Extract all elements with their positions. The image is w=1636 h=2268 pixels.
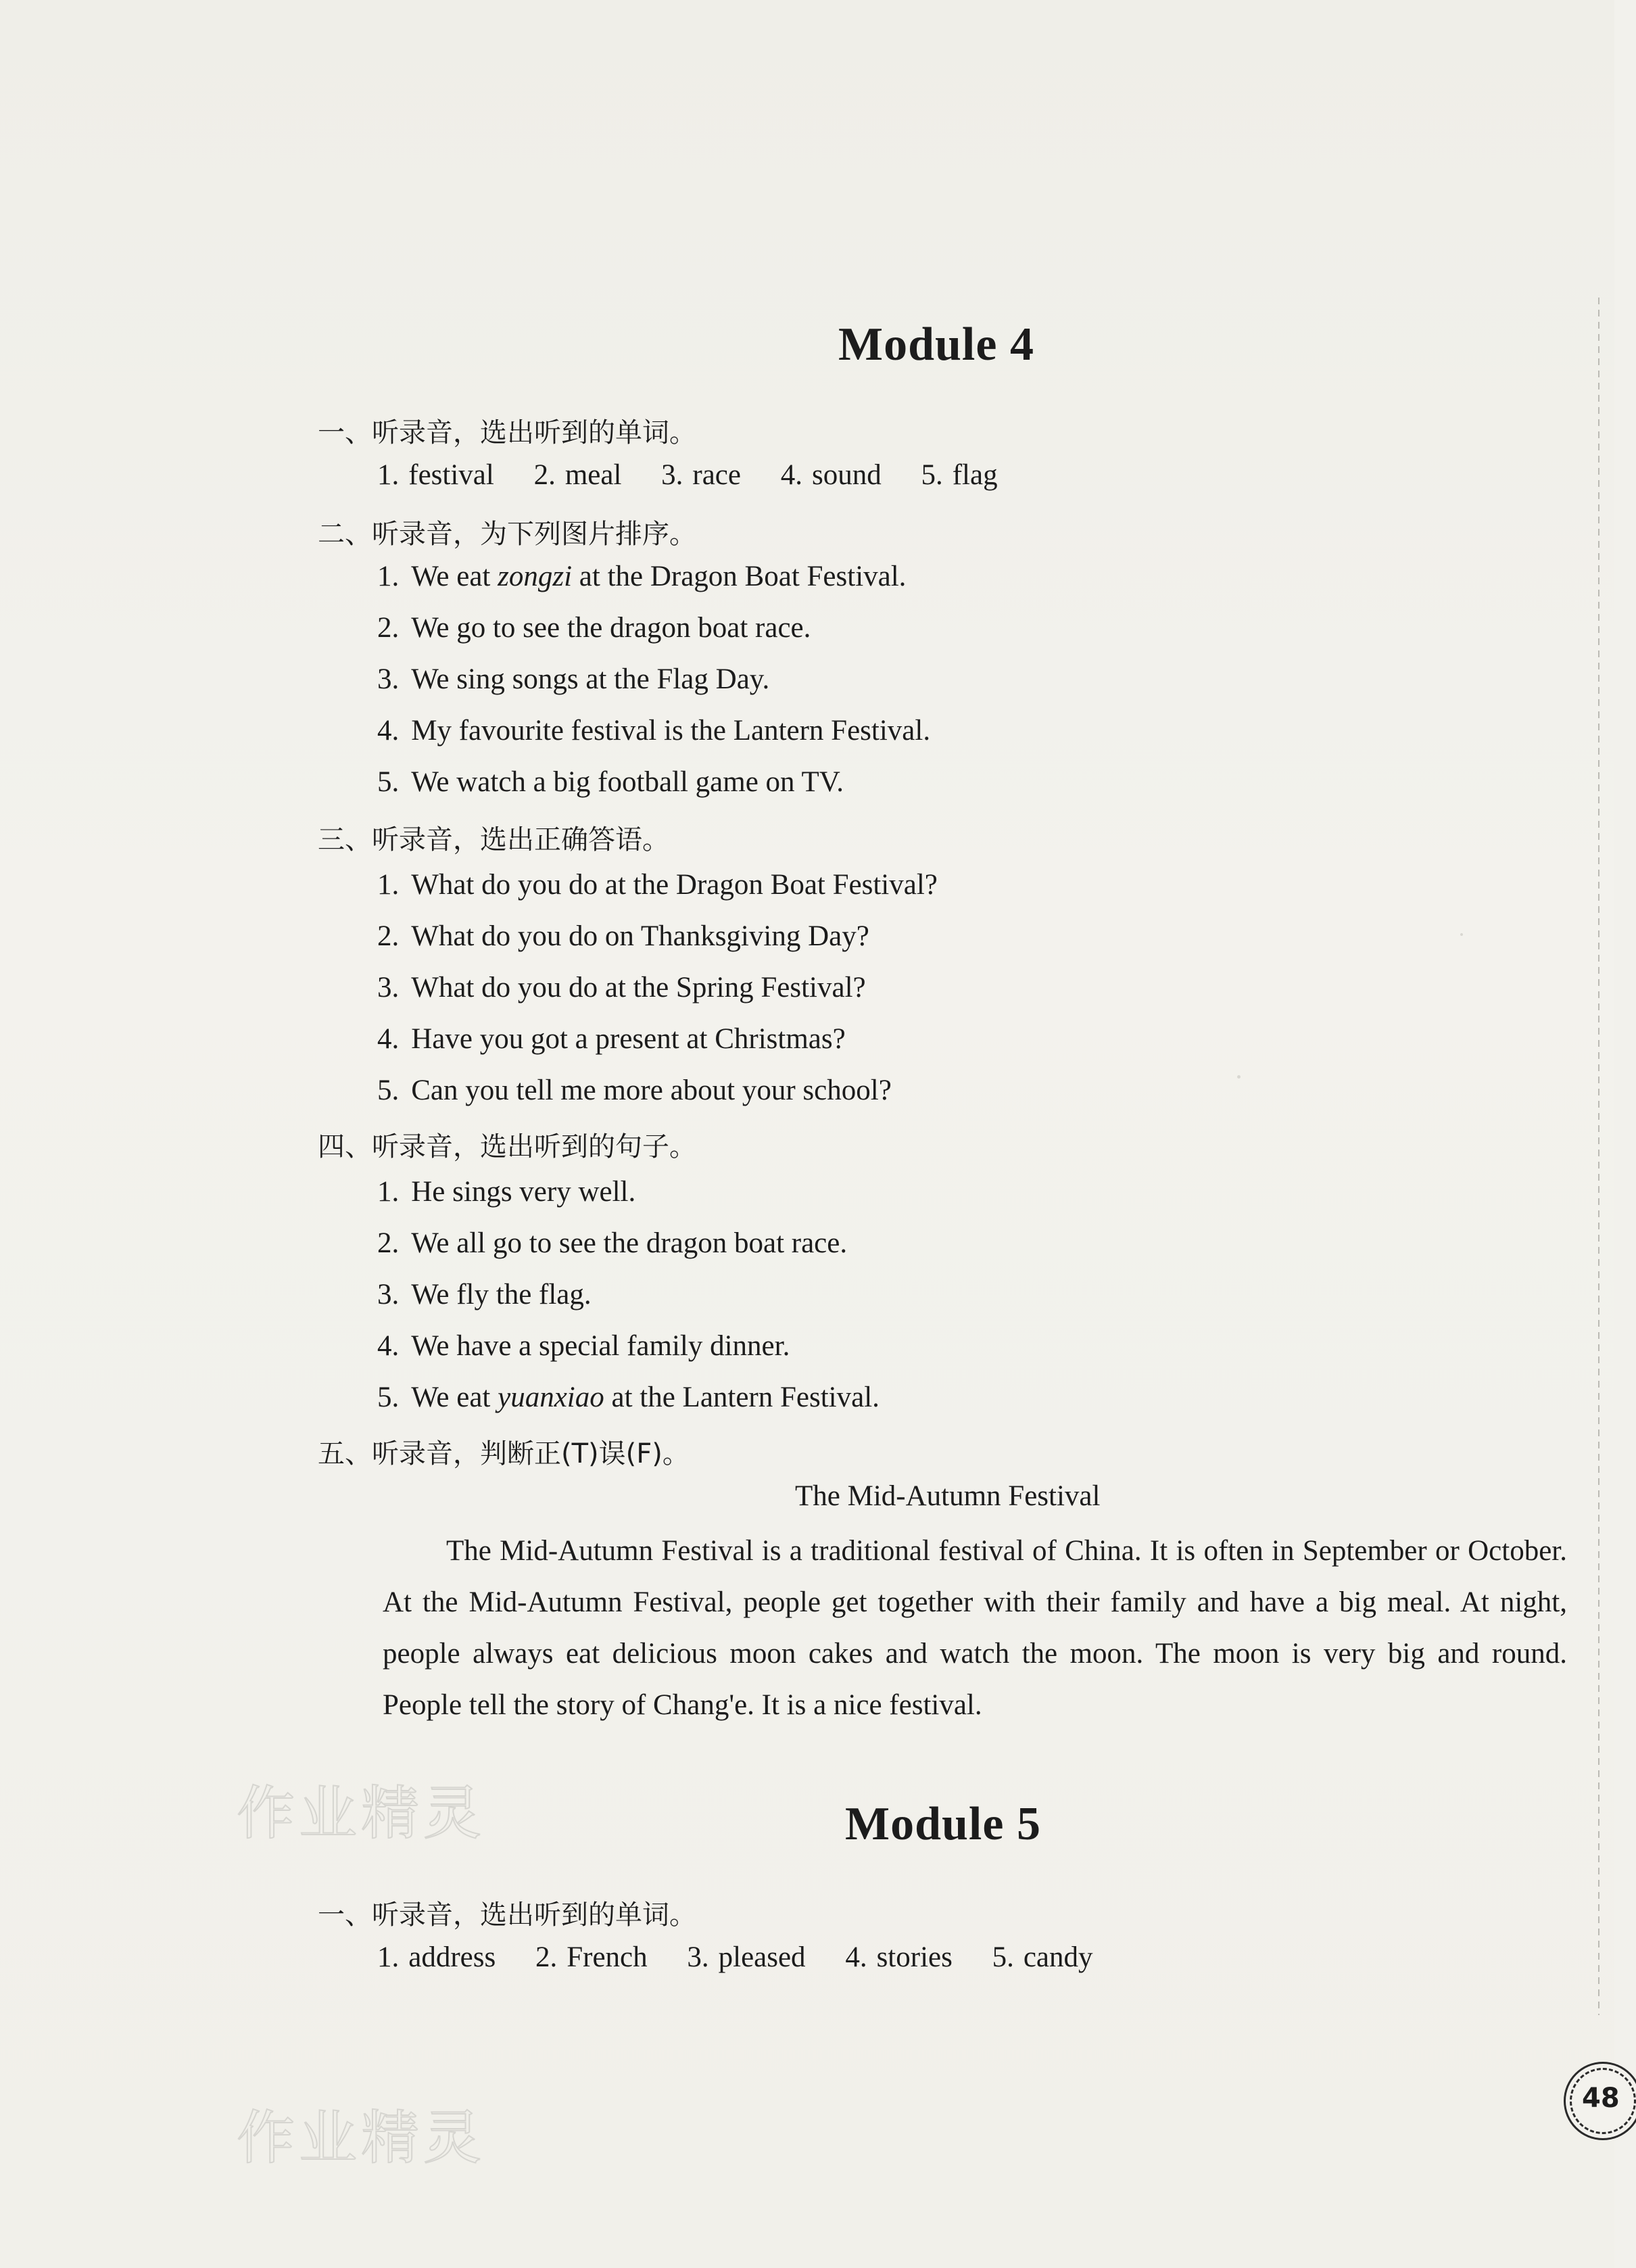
word-item: 3. race <box>661 459 741 491</box>
m4-s4-item-2: 2. We all go to see the dragon boat race. <box>377 1227 848 1259</box>
word-item: 3. pleased <box>687 1941 806 1973</box>
m4-s3-item-5: 5. Can you tell me more about your school? <box>377 1074 892 1106</box>
m4-s3-item-4: 4. Have you got a present at Christmas? <box>377 1023 846 1055</box>
m4-s2-item-4: 4. My favourite festival is the Lantern Festival. <box>377 715 931 747</box>
m4-s2-item-3: 3. We sing songs at the Flag Day. <box>377 663 770 695</box>
paper-speck <box>1460 933 1463 936</box>
m4-s2-item-5: 5. We watch a big football game on TV. <box>377 766 844 798</box>
m4-section-3-heading: 三、听录音，选出正确答语。 <box>318 824 669 855</box>
m4-s3-item-3: 3. What do you do at the Spring Festival? <box>377 972 866 1003</box>
m4-s2-item-1: 1. We eat zongzi at the Dragon Boat Festival. <box>377 561 907 592</box>
m4-section-1-heading: 一、听录音，选出听到的单词。 <box>318 417 696 448</box>
word-item: 4. sound <box>780 459 882 491</box>
word-item: 1. address <box>377 1941 496 1973</box>
m4-s4-item-4: 4. We have a special family dinner. <box>377 1330 790 1362</box>
paper-speck <box>1237 1075 1241 1079</box>
word-item: 4. stories <box>845 1941 953 1973</box>
m4-section-4-heading: 四、听录音，选出听到的句子。 <box>318 1131 696 1162</box>
module-4-title: Module 4 <box>838 318 1034 371</box>
m4-s4-item-1: 1. He sings very well. <box>377 1176 636 1208</box>
passage-body: The Mid-Autumn Festival is a traditional festival of China. It is often in September or October. At the Mid-Autumn Festival, people get together with their family and have a big meal. At night, people always eat delicious moon cakes and watch the moon. The moon is very big and round. People tell the story of Chang'e. It is a nice festival. <box>383 1535 1567 1721</box>
watermark-logo: 作业精灵 <box>237 2104 485 2172</box>
word-item: 5. flag <box>921 459 998 491</box>
page-number: 48 <box>1582 2083 1620 2114</box>
m4-section-5-heading: 五、听录音，判断正(T)误(F)。 <box>318 1438 690 1469</box>
word-item: 2. meal <box>533 459 622 491</box>
m4-s4-item-5: 5. We eat yuanxiao at the Lantern Festival. <box>377 1381 880 1413</box>
word-item: 1. festival <box>377 459 494 491</box>
m4-s2-item-2: 2. We go to see the dragon boat race. <box>377 612 811 644</box>
m4-s4-item-3: 3. We fly the flag. <box>377 1279 592 1310</box>
module-5-title: Module 5 <box>845 1798 1041 1850</box>
m5-section-1-words <box>377 1941 1126 1974</box>
passage-title: The Mid-Autumn Festival <box>795 1480 1101 1512</box>
m4-s3-item-1: 1. What do you do at the Dragon Boat Festival? <box>377 869 938 901</box>
m4-s3-item-2: 2. What do you do on Thanksgiving Day? <box>377 920 869 952</box>
m4-section-2-heading: 二、听录音，为下列图片排序。 <box>318 519 696 550</box>
m5-section-1-heading: 一、听录音，选出听到的单词。 <box>318 1899 696 1931</box>
word-item: 5. candy <box>992 1941 1093 1973</box>
word-item: 2. French <box>535 1941 648 1973</box>
watermark-logo: 作业精灵 <box>237 1780 485 1847</box>
m4-section-1-words <box>377 458 1030 492</box>
margin-dotted-line <box>1598 298 1599 2015</box>
